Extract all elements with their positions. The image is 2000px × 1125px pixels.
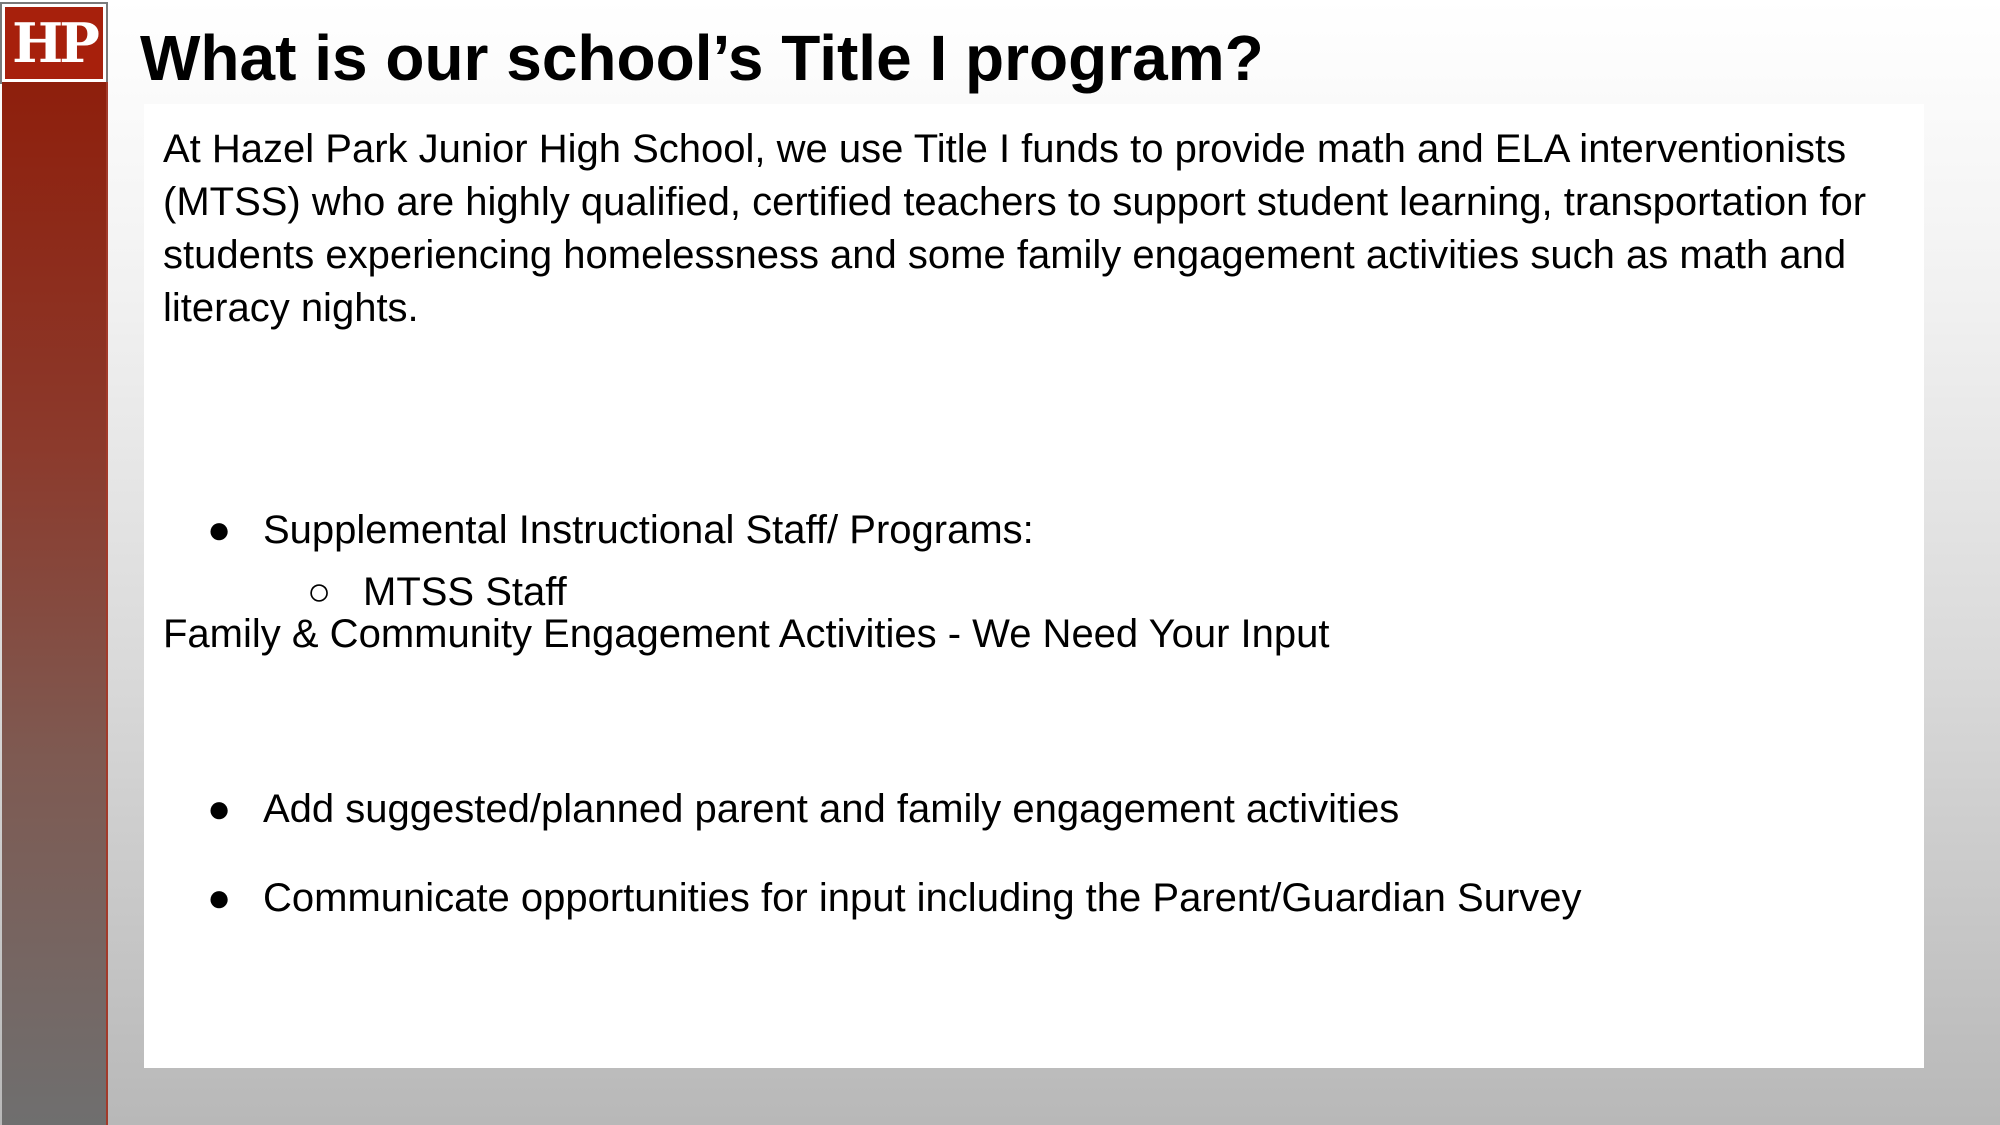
sub-list-item-text: MTSS Staff: [363, 570, 567, 614]
bullet-icon: ●: [207, 876, 232, 920]
engagement-heading: Family & Community Engagement Activities - We Need Your Input: [163, 612, 1330, 656]
logo-text: HP: [12, 11, 96, 75]
list-item-communicate-input: [163, 872, 1582, 925]
school-logo: [2, 4, 106, 82]
slide-title: What is our school’s Title I program?: [140, 22, 1264, 94]
list-item-text: Supplemental Instructional Staff/ Programs:: [263, 508, 1034, 552]
side-accent-bar: [2, 82, 108, 1125]
list-item-staff-programs: [163, 504, 1034, 557]
bullet-icon: ●: [207, 787, 232, 831]
sub-bullet-icon: ○: [307, 570, 332, 614]
bullet-icon: ●: [207, 508, 232, 552]
list-item-suggested-activities: [163, 783, 1399, 836]
list-item-text: Add suggested/planned parent and family engagement activities: [263, 787, 1400, 831]
list-item-text: Communicate opportunities for input including the Parent/Guardian Survey: [263, 876, 1582, 920]
intro-paragraph: At Hazel Park Junior High School, we use Title I funds to provide math and ELA interventionists (MTSS) who are highly qualified, certified teachers to support student learning, transportation for students experiencing homelessness and some family engagement activities such as math and literacy nights.: [163, 127, 1867, 330]
content-panel: [144, 104, 1924, 1068]
